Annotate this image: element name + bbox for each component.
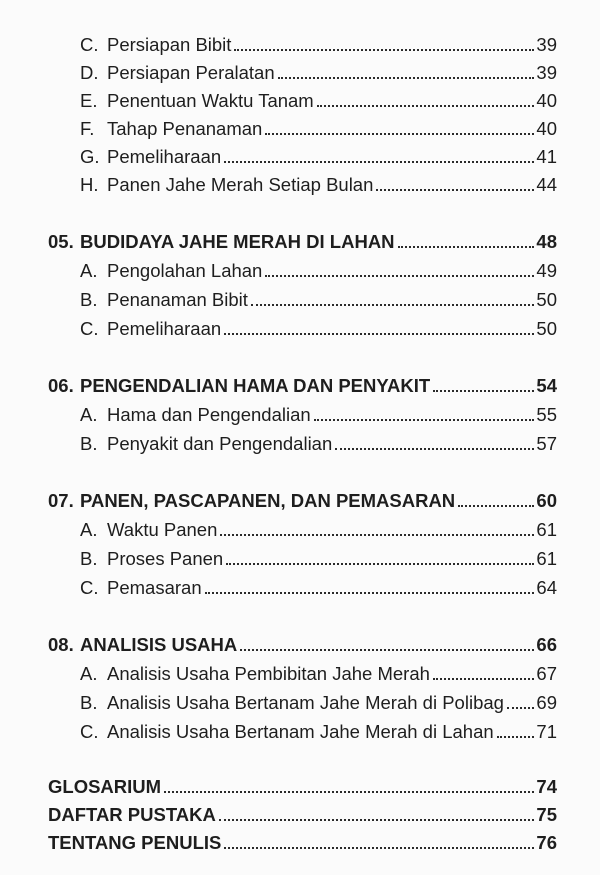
entry-letter: C. bbox=[80, 721, 99, 742]
entry-letter: F. bbox=[80, 118, 95, 139]
entry-title: Waktu Panen bbox=[107, 519, 218, 540]
toc-entry bbox=[80, 691, 557, 715]
dot-leader bbox=[226, 563, 534, 565]
entry-letter: C. bbox=[80, 577, 99, 598]
dot-leader bbox=[205, 592, 535, 594]
dot-leader bbox=[278, 77, 535, 79]
entry-title: Tahap Penanaman bbox=[107, 118, 263, 139]
toc-entry bbox=[80, 518, 557, 542]
entry-title: Penanaman Bibit bbox=[107, 289, 248, 310]
entry-letter: A. bbox=[80, 260, 98, 281]
entry-letter: E. bbox=[80, 90, 98, 111]
dot-leader bbox=[497, 736, 535, 738]
entry-page-number: 40 bbox=[536, 90, 557, 111]
entry-page-number: 39 bbox=[536, 62, 557, 83]
entry-title: Persiapan Bibit bbox=[107, 34, 232, 55]
entry-page-number: 67 bbox=[536, 663, 557, 684]
dot-leader bbox=[224, 333, 534, 335]
toc-chapter-heading bbox=[48, 489, 557, 513]
entry-letter: B. bbox=[80, 433, 98, 454]
entry-page-number: 61 bbox=[536, 519, 557, 540]
back-matter-title: DAFTAR PUSTAKA bbox=[48, 804, 216, 825]
entry-page-number: 61 bbox=[536, 548, 557, 569]
entry-page-number: 57 bbox=[536, 433, 557, 454]
entry-letter: B. bbox=[80, 289, 98, 310]
toc-entry bbox=[80, 259, 557, 283]
entry-title: Analisis Usaha Bertanam Jahe Merah di Polibag bbox=[107, 692, 504, 713]
entry-letter: C. bbox=[80, 34, 99, 55]
entry-letter: G. bbox=[80, 146, 100, 167]
entry-title: Penyakit dan Pengendalian bbox=[107, 433, 333, 454]
entry-page-number: 64 bbox=[536, 577, 557, 598]
entry-title: Hama dan Pengendalian bbox=[107, 404, 311, 425]
entry-title: Penentuan Waktu Tanam bbox=[107, 90, 314, 111]
dot-leader bbox=[265, 133, 534, 135]
entry-title: Pemeliharaan bbox=[107, 146, 222, 167]
entry-letter: A. bbox=[80, 663, 98, 684]
back-matter-title: GLOSARIUM bbox=[48, 776, 162, 797]
entry-letter: A. bbox=[80, 404, 98, 425]
dot-leader bbox=[224, 161, 534, 163]
entry-page-number: 40 bbox=[536, 118, 557, 139]
toc-entry bbox=[80, 547, 557, 571]
entry-page-number: 50 bbox=[536, 289, 557, 310]
entry-letter: B. bbox=[80, 548, 98, 569]
toc-entry bbox=[80, 173, 557, 197]
entry-page-number: 41 bbox=[536, 146, 557, 167]
toc-chapter-heading bbox=[48, 230, 557, 254]
entry-page-number: 39 bbox=[536, 34, 557, 55]
chapter-title: PANEN, PASCAPANEN, DAN PEMASARAN bbox=[80, 490, 456, 511]
entry-title: Proses Panen bbox=[107, 548, 224, 569]
chapter-title: ANALISIS USAHA bbox=[80, 634, 238, 655]
dot-leader bbox=[220, 534, 534, 536]
toc-entry bbox=[80, 89, 557, 113]
entry-title: Pengolahan Lahan bbox=[107, 260, 263, 281]
entry-page-number: 69 bbox=[536, 692, 557, 713]
entry-title: Persiapan Peralatan bbox=[107, 62, 275, 83]
entry-page-number: 71 bbox=[536, 721, 557, 742]
toc-entry bbox=[80, 720, 557, 744]
entry-letter: H. bbox=[80, 174, 99, 195]
dot-leader bbox=[164, 791, 534, 793]
back-matter-title: TENTANG PENULIS bbox=[48, 832, 222, 853]
entry-page-number: 44 bbox=[536, 174, 557, 195]
entry-letter: A. bbox=[80, 519, 98, 540]
chapter-title: BUDIDAYA JAHE MERAH DI LAHAN bbox=[80, 231, 395, 252]
chapter-page-number: 66 bbox=[536, 634, 557, 655]
toc-entry bbox=[80, 61, 557, 85]
chapter-number: 07. bbox=[48, 490, 74, 511]
chapter-number: 08. bbox=[48, 634, 74, 655]
toc-entry bbox=[80, 403, 557, 427]
toc-entry bbox=[80, 432, 557, 456]
toc-back-matter-entry bbox=[48, 775, 557, 799]
dot-leader bbox=[458, 505, 534, 507]
chapter-title: PENGENDALIAN HAMA DAN PENYAKIT bbox=[80, 375, 431, 396]
dot-leader bbox=[376, 189, 534, 191]
back-matter-page-number: 74 bbox=[536, 776, 557, 797]
dot-leader bbox=[240, 649, 534, 651]
entry-letter: B. bbox=[80, 692, 98, 713]
dot-leader bbox=[507, 707, 534, 709]
dot-leader bbox=[433, 390, 534, 392]
chapter-number: 06. bbox=[48, 375, 74, 396]
dot-leader bbox=[317, 105, 535, 107]
dot-leader bbox=[433, 678, 535, 680]
dot-leader bbox=[251, 304, 535, 306]
entry-title: Analisis Usaha Pembibitan Jahe Merah bbox=[107, 663, 430, 684]
entry-page-number: 55 bbox=[536, 404, 557, 425]
entry-title: Panen Jahe Merah Setiap Bulan bbox=[107, 174, 374, 195]
toc-back-matter-entry bbox=[48, 831, 557, 855]
toc-entry bbox=[80, 288, 557, 312]
toc-entry bbox=[80, 117, 557, 141]
entry-page-number: 50 bbox=[536, 318, 557, 339]
chapter-page-number: 60 bbox=[536, 490, 557, 511]
back-matter-page-number: 76 bbox=[536, 832, 557, 853]
entry-page-number: 49 bbox=[536, 260, 557, 281]
toc-chapter-heading bbox=[48, 633, 557, 657]
toc-back-matter-entry bbox=[48, 803, 557, 827]
toc-entry bbox=[80, 33, 557, 57]
toc-entry bbox=[80, 662, 557, 686]
dot-leader bbox=[234, 49, 534, 51]
chapter-page-number: 54 bbox=[536, 375, 557, 396]
entry-letter: D. bbox=[80, 62, 99, 83]
dot-leader bbox=[219, 819, 535, 821]
dot-leader bbox=[224, 847, 534, 849]
toc-chapter-heading bbox=[48, 374, 557, 398]
back-matter-page-number: 75 bbox=[536, 804, 557, 825]
chapter-number: 05. bbox=[48, 231, 74, 252]
dot-leader bbox=[265, 275, 534, 277]
toc-entry bbox=[80, 576, 557, 600]
entry-title: Analisis Usaha Bertanam Jahe Merah di Lahan bbox=[107, 721, 494, 742]
entry-title: Pemeliharaan bbox=[107, 318, 222, 339]
dot-leader bbox=[398, 246, 535, 248]
dot-leader bbox=[314, 419, 535, 421]
toc-entry bbox=[80, 145, 557, 169]
chapter-page-number: 48 bbox=[536, 231, 557, 252]
entry-letter: C. bbox=[80, 318, 99, 339]
toc-entry bbox=[80, 317, 557, 341]
dot-leader bbox=[335, 448, 534, 450]
entry-title: Pemasaran bbox=[107, 577, 202, 598]
